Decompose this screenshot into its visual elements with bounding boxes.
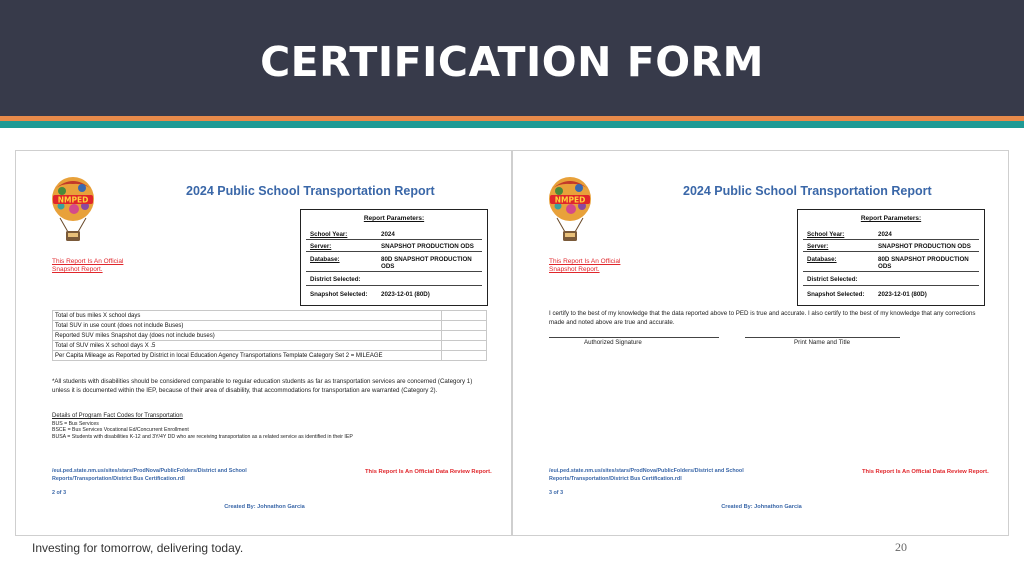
nmped-balloon-logo-icon [547,175,593,247]
mileage-table [52,310,487,361]
param-row [803,289,979,301]
table-row [53,341,487,351]
table-row [53,331,487,341]
report-page-2 [15,150,512,536]
param-row [803,274,979,286]
table-cell: Reported SUV miles Snapshot day (does not include buses) [53,331,442,341]
created-by: Created By: Johnathon Garcia [721,504,802,510]
param-value: 2024 [381,231,395,238]
param-value: SNAPSHOT PRODUCTION ODS [878,243,971,250]
report-title: 2024 Public School Transportation Report [683,184,932,198]
disability-note: *All students with disabilities should be considered comparable to regular education students as far as transportation services are concerned (Category 1) unless it is documented within the IEP, because of their area of disability, that accommodations for transportation are warranted (Category 2). [52,378,473,394]
param-label: School Year: [310,231,348,238]
param-value: 80D SNAPSHOT PRODUCTION ODS [878,256,969,270]
details-item: BUS = Bus Services [52,420,99,427]
param-row [306,229,482,240]
print-name-label: Print Name and Title [794,339,851,346]
report-page-3 [512,150,1009,536]
report-parameters-box [300,209,488,306]
param-value: 80D SNAPSHOT PRODUCTION ODS [381,256,472,270]
table-row [53,351,487,361]
table-row [53,321,487,331]
param-row [803,241,979,252]
param-value: 2023-12-01 (80D) [381,291,430,298]
param-label: Server: [310,243,332,250]
table-cell: Total of bus miles X school days [53,311,442,321]
created-by: Created By: Johnathon Garcia [224,504,305,510]
table-cell: Per Capita Mileage as Reported by District in local Education Agency Transportations Template Category Set 2 = MILEAGE [53,351,442,361]
param-value: 2024 [878,231,892,238]
param-row [306,241,482,252]
param-label: Snapshot Selected: [310,291,368,298]
page-number: 2 of 3 [52,490,67,496]
page-number: 3 of 3 [549,490,564,496]
details-item: BUSA = Students with disabilities K-12 and 3Y/4Y DD who are receiving transportation as a related service as identified in their IEP [52,433,353,440]
print-name-line [745,337,900,338]
report-path: /eui.ped.state.nm.us/sites/stars/ProdNova/PublicFolders/District and School Reports/Transportation/District Bus Certification.rdl [549,468,744,482]
param-label: School Year: [807,231,845,238]
table-cell-value [442,331,487,341]
param-value: SNAPSHOT PRODUCTION ODS [381,243,474,250]
param-label: Snapshot Selected: [807,291,865,298]
data-review-notice: This Report Is An Official Data Review Report. [862,469,989,475]
param-row [306,254,482,272]
program-codes-details [52,413,489,440]
parameters-heading: Report Parameters: [363,215,425,222]
slide-footer-tagline: Investing for tomorrow, delivering today. [32,541,244,555]
report-title: 2024 Public School Transportation Report [186,184,435,198]
param-value: 2023-12-01 (80D) [878,291,927,298]
signature-label: Authorized Signature [584,339,642,346]
data-review-notice: This Report Is An Official Data Review Report. [365,469,492,475]
param-row [306,274,482,286]
param-row [803,229,979,240]
param-label: Database: [807,256,837,263]
accent-stripe-teal [0,121,1024,128]
table-cell-value [442,341,487,351]
parameters-heading: Report Parameters: [860,215,922,222]
details-heading: Details of Program Fact Codes for Transportation [52,413,183,419]
details-item: BSCE = Bus Services Vocational Ed/Concurrent Enrollment [52,427,189,433]
table-cell: Total SUV in use count (does not include Buses) [53,321,442,331]
report-path: /eui.ped.state.nm.us/sites/stars/ProdNova/PublicFolders/District and School Reports/Transportation/District Bus Certification.rdl [52,468,247,482]
table-cell: Total of SUV miles X school days X .5 [53,341,442,351]
official-snapshot-notice: This Report Is An Official Snapshot Report. [52,258,124,273]
param-label: Server: [807,243,829,250]
nmped-balloon-logo-icon [50,175,96,247]
param-row [803,254,979,272]
certification-statement: I certify to the best of my knowledge that the data reported above to PED is true and accurate. I also certify to the best of my knowledge that any corrections made and noted above are true and accurate. [549,310,976,326]
svg-text:NMPED: NMPED [554,195,586,205]
svg-text:NMPED: NMPED [57,195,89,205]
table-row [53,311,487,321]
table-cell-value [442,321,487,331]
official-snapshot-notice: This Report Is An Official Snapshot Report. [549,258,621,273]
table-cell-value [442,351,487,361]
slide-number: 20 [895,540,907,554]
param-row [306,289,482,301]
report-parameters-box [797,209,985,306]
param-label: Database: [310,256,340,263]
slide-title: CERTIFICATION FORM [260,38,764,86]
signature-line [549,337,719,338]
table-cell-value [442,311,487,321]
param-label: District Selected: [310,276,361,283]
param-label: District Selected: [807,276,858,283]
slide-header [0,0,1024,116]
